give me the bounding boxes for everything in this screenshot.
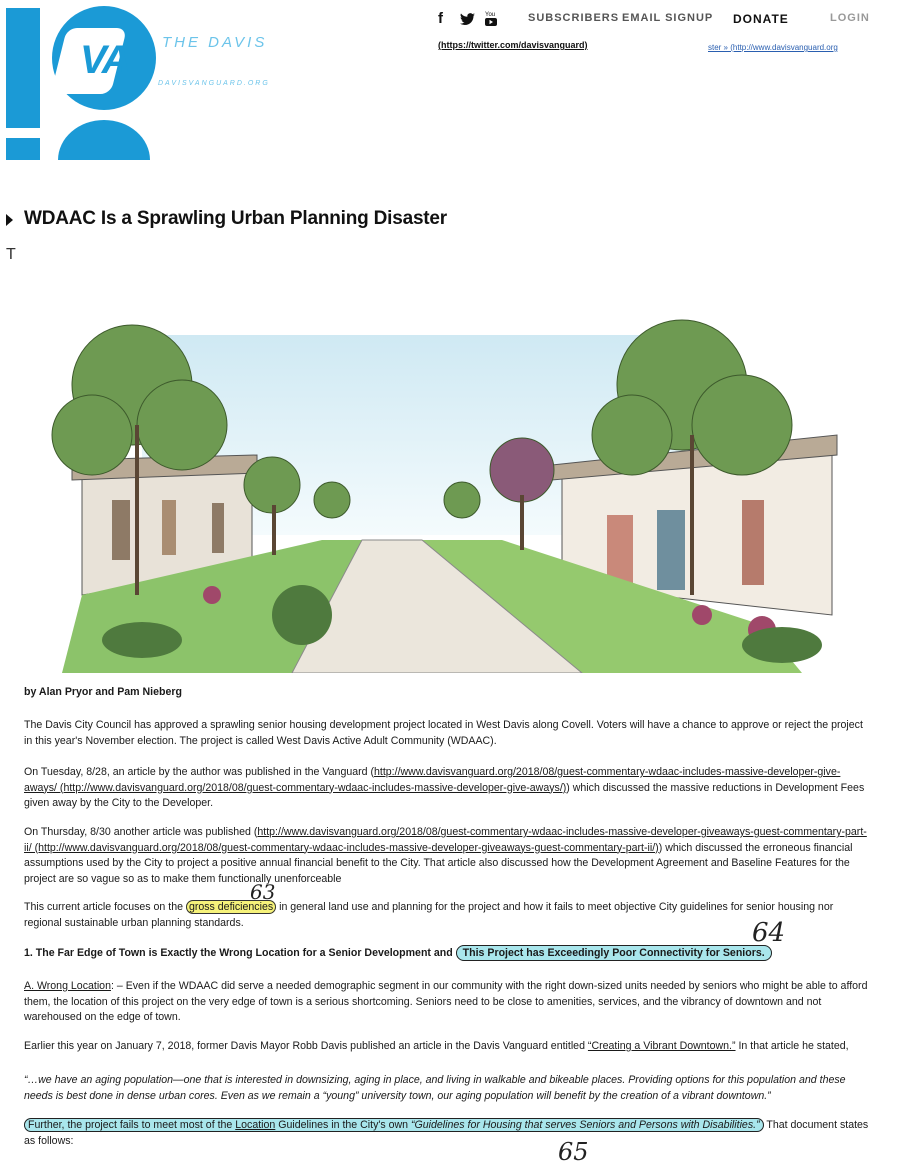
p4-text-b: in general land use and planning for the project and how it fails to meet objective City guidelines for senior housing nor regional sustainable urban planning standards. xyxy=(24,901,834,929)
paragraph-second-article xyxy=(24,825,869,887)
paragraph-guidelines xyxy=(24,1118,869,1149)
annotation-64: 64 xyxy=(752,918,786,948)
byline: by Alan Pryor and Pam Nieberg xyxy=(24,686,182,698)
facebook-icon[interactable]: f xyxy=(438,10,443,27)
site-logo[interactable] xyxy=(0,0,300,160)
highlight-gross-deficiencies: gross deficiencies xyxy=(186,900,276,914)
quote-block: “…we have an aging population—one that is interested in downsizing, aging in place, and living in walkable and bikeable places. Providing options for this population and these needs is best done in dense urban cores. Even as we remain a “young” university town, our aging population will benefit by the creation of a vibrant downtown.” xyxy=(24,1074,846,1102)
annotation-65: 65 xyxy=(558,1138,589,1166)
p3-link[interactable]: http://www.davisvanguard.org/2018/08/guest-commentary-wdaac-includes-massive-developer-giveaways-guest-commentary-part-ii/ (http://www.davisvanguard.org/2018/08/guest-commentary-wdaac-includes-massive-developer-giveaways-guest-commentary-part-ii/) xyxy=(24,826,867,854)
p7-hl-text-b: Guidelines in the City's own xyxy=(275,1119,412,1131)
p2-text-a: On Tuesday, 8/28, an article by the author was published in the Vanguard ( xyxy=(24,766,375,778)
stray-mark: T xyxy=(6,246,16,263)
logo-letters: VA xyxy=(80,38,129,82)
p6-text-b: In that article he stated, xyxy=(735,1040,849,1052)
site-url-link[interactable]: ster » (http://www.davisvanguard.org xyxy=(708,43,838,52)
p6-text-a: Earlier this year on January 7, 2018, former Davis Mayor Robb Davis published an article in the Davis Vanguard entitled xyxy=(24,1040,588,1052)
logo-name: THE DAVIS xyxy=(162,34,268,51)
p7-hl-italic: “Guidelines for Housing that serves Seniors and Persons with Disabilities.” xyxy=(411,1119,760,1131)
p3-text-a: On Thursday, 8/30 another article was published ( xyxy=(24,826,258,838)
twitter-icon[interactable] xyxy=(460,12,475,30)
paragraph-focus xyxy=(24,900,869,931)
p7-text-b: That document states as follows: xyxy=(24,1119,869,1147)
paragraph-intro: The Davis City Council has approved a sprawling senior housing development project located in West Davis along Covell. Voters will have a chance to approve or reject the project in this year's November election. The project is called West Davis Active Adult Community (WDAAC). xyxy=(24,719,863,747)
highlight-poor-connectivity: This Project has Exceedingly Poor Connectivity for Seniors. xyxy=(456,945,772,961)
hero-illustration xyxy=(42,295,842,673)
p2-text-b: ) which discussed the massive reductions in Development Fees given away by the City to the Developer. xyxy=(24,781,865,809)
vibrant-downtown-link[interactable]: “Creating a Vibrant Downtown.” xyxy=(587,1040,736,1052)
annotation-63: 63 xyxy=(250,880,276,904)
courtyard-drawing xyxy=(42,295,842,673)
p5-text: : – Even if the WDAAC did serve a needed demographic segment in our community with the right down-sized units needed by seniors who might be able to afford them, the location of this project on the very edge of town is a serious shortcoming. Seniors need to be close to amenities, services, and the vibrancy of downtown and not warehoused on the edge of town. xyxy=(24,980,868,1023)
paragraph-wrong-location xyxy=(24,979,869,1026)
nav-donate[interactable]: DONATE xyxy=(733,12,789,26)
paragraph-first-article xyxy=(24,765,869,812)
paragraph-robb-davis xyxy=(24,1039,869,1055)
p4-text-a: This current article focuses on the xyxy=(24,901,186,913)
p3-text-b: ) which discussed the erroneous financial assumptions used by the City to project a positive annual financial benefit to the City. That article also discussed how the Development Agreement and Baseline Features for the project are so vague so as to make them functionally unenforceable xyxy=(24,841,853,885)
p2-link[interactable]: http://www.davisvanguard.org/2018/08/guest-commentary-wdaac-includes-massive-developer-give-aways/ (http://www.davisvanguard.org/2018/08/guest-commentary-wdaac-includes-massive-developer-give-aways/) xyxy=(24,766,841,794)
youtube-icon[interactable] xyxy=(484,10,498,26)
logo-subtitle: DAVISVANGUARD.ORG xyxy=(158,80,270,87)
twitter-url-link[interactable]: (https://twitter.com/davisvanguard) xyxy=(438,40,588,50)
article-title: WDAAC Is a Sprawling Urban Planning Disaster xyxy=(24,208,447,229)
svg-text:You: You xyxy=(485,12,496,18)
nav-email-signup[interactable]: EMAIL SIGNUP xyxy=(622,12,714,24)
title-bullet xyxy=(6,214,13,226)
h2-text-a: 1. The Far Edge of Town is Exactly the Wrong Location for a Senior Development and xyxy=(24,947,456,959)
section-heading-location xyxy=(24,946,869,962)
highlight-guidelines xyxy=(24,1118,764,1132)
nav-subscribers[interactable]: SUBSCRIBERS xyxy=(528,12,620,24)
nav-login[interactable]: LOGIN xyxy=(830,12,870,24)
p5-lead: A. Wrong Location xyxy=(24,980,111,992)
p7-hl-text-a: Further, the project fails to meet most of the xyxy=(28,1119,236,1131)
location-link[interactable]: Location xyxy=(235,1119,276,1131)
